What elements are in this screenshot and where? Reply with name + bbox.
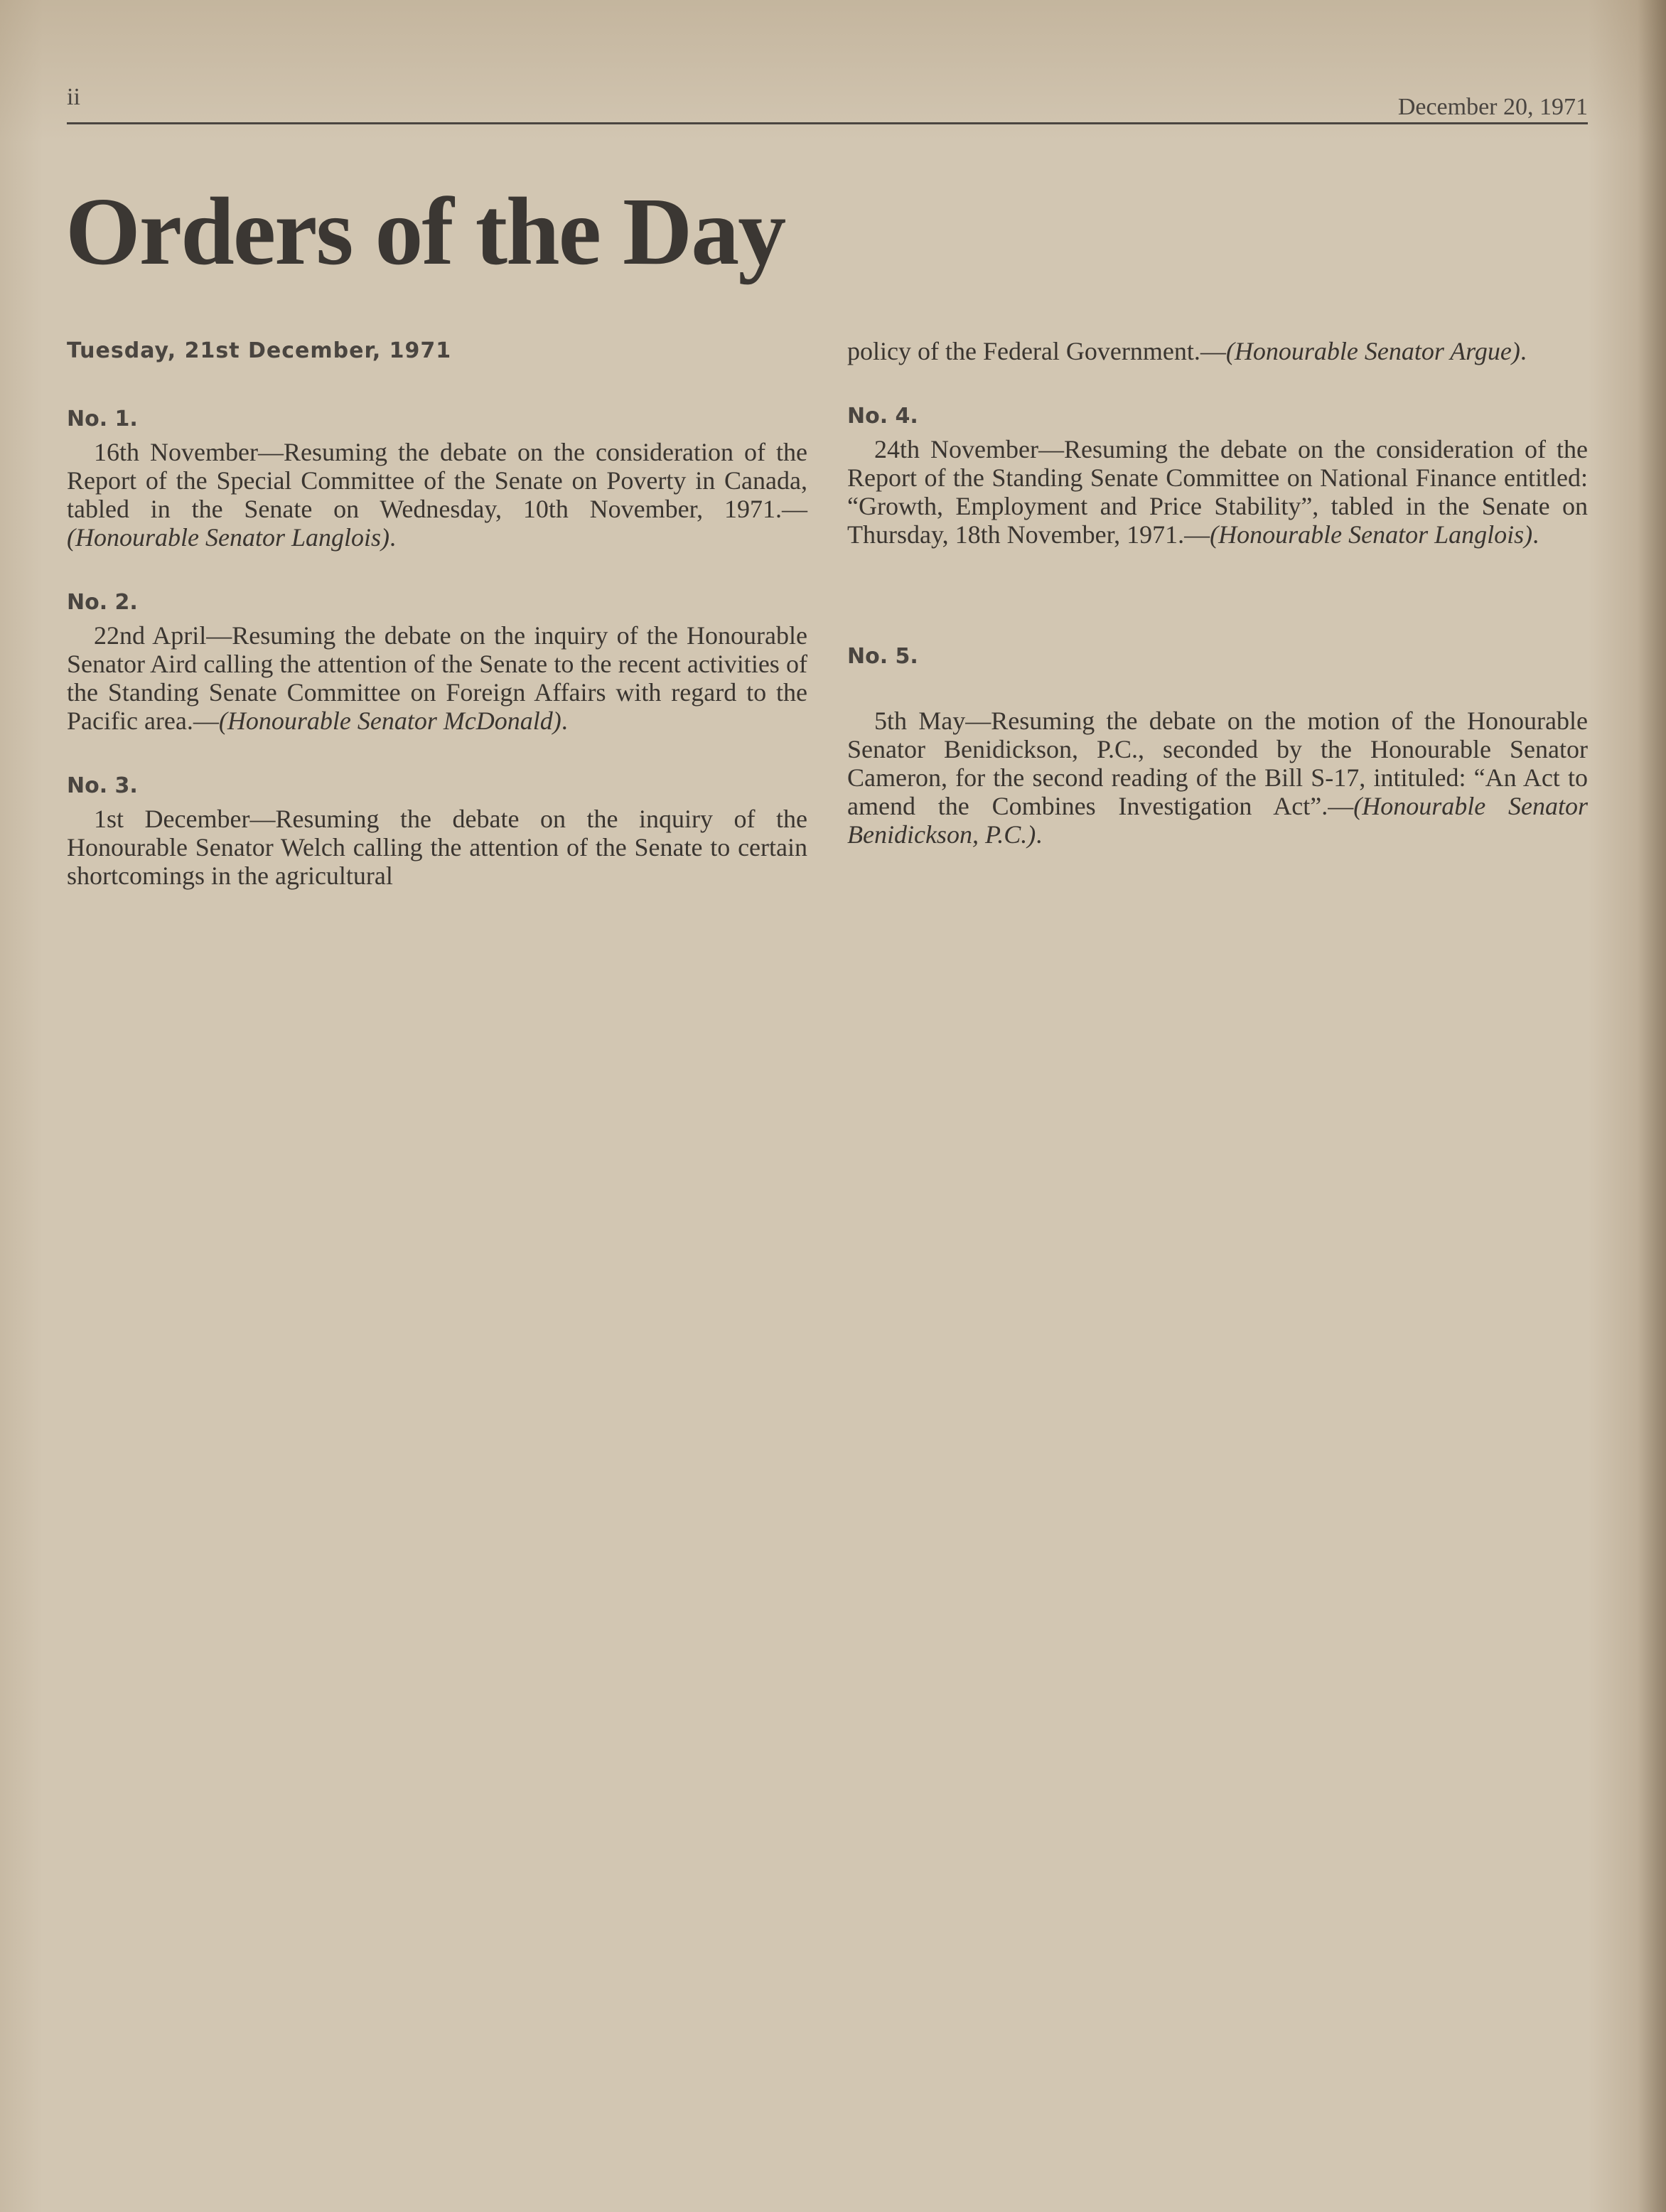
order-end: . — [1532, 520, 1539, 549]
header-rule — [67, 122, 1588, 124]
order-end: . — [1520, 337, 1527, 365]
order-item-5 — [847, 643, 1588, 849]
right-column — [847, 337, 1588, 886]
order-text — [67, 438, 807, 552]
order-sponsor: (Honourable Senator Argue) — [1225, 337, 1520, 365]
order-text — [847, 435, 1588, 549]
left-column — [67, 337, 807, 927]
order-sponsor: (Honourable Senator Langlois) — [1210, 520, 1533, 549]
order-end: . — [561, 707, 568, 735]
order-sponsor: (Honourable Senator McDonald) — [218, 707, 561, 735]
page-number: ii — [67, 84, 80, 110]
order-text — [67, 621, 807, 735]
order-body: 22nd April—Resuming the debate on the inquiry of the Honourable Senator Aird calling the attention of the Senate to the recent activities of the Standing Senate Committee on Foreign Affairs with regard to the Pacific area.— — [67, 621, 807, 735]
order-number: No. 1. — [67, 407, 138, 431]
order-body: 16th November—Resuming the debate on the consideration of the Report of the Special Committee of the Senate on Poverty in Canada, tabled in the Senate on Wednesday, 10th November, 1971.— — [67, 438, 807, 523]
order-number: No. 4. — [847, 404, 918, 429]
page-title: Orders of the Day — [65, 178, 785, 285]
order-item-1 — [67, 405, 807, 552]
order-sponsor: (Honourable Senator Langlois) — [67, 523, 389, 552]
order-item-2 — [67, 589, 807, 735]
order-item-4 — [847, 402, 1588, 549]
header-date: December 20, 1971 — [1397, 94, 1588, 120]
order-body: 5th May—Resuming the debate on the motion of the Honourable Senator Benidickson, P.C., seconded by the Honourable Senator Cameron, for the second reading of the Bill S-17, intituled: “An Act to amend the Combines Investigation Act”.— — [847, 707, 1588, 820]
order-text — [847, 337, 1588, 365]
order-body: 24th November—Resuming the debate on the consideration of the Report of the Standing Senate Committee on National Finance entitled: “Growth, Employment and Price Stability”, tabled in the Senate on Thursday, 18th November, 1971.— — [847, 435, 1588, 549]
order-number: No. 3. — [67, 773, 138, 798]
order-body: 1st December—Resuming the debate on the inquiry of the Honourable Senator Welch calling the attention of the Senate to certain shortcomings in the agricultural — [67, 805, 807, 890]
order-text — [67, 805, 807, 890]
order-end: . — [1036, 820, 1043, 849]
order-item-3-continued — [847, 337, 1588, 365]
order-number: No. 2. — [67, 590, 138, 615]
sitting-date: Tuesday, 21st December, 1971 — [67, 338, 452, 363]
order-item-3 — [67, 772, 807, 890]
order-sponsor: (Honourable Senator Benidickson, P.C.) — [847, 792, 1588, 849]
order-end: . — [389, 523, 396, 552]
order-number: No. 5. — [847, 644, 918, 669]
order-body: policy of the Federal Government.— — [847, 337, 1226, 365]
order-text — [847, 707, 1588, 849]
